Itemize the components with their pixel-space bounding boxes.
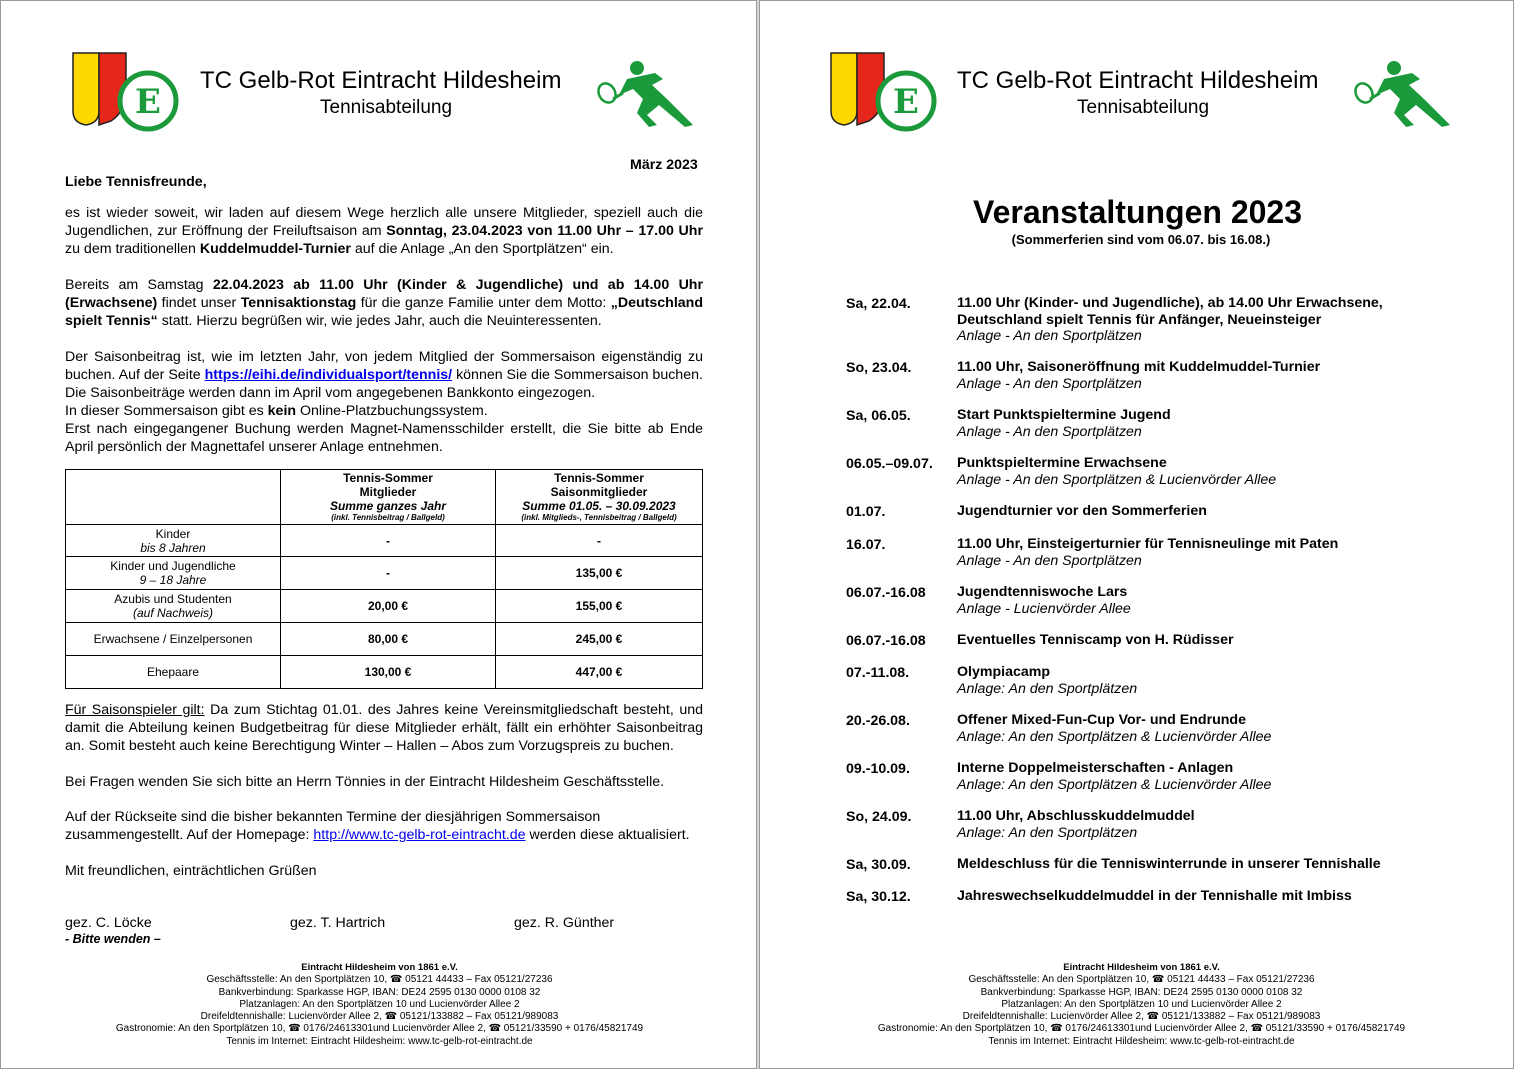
department-name: Tennisabteilung [320, 97, 453, 118]
event-title: Deutschland spielt Tennis für Anfänger, Neueinsteiger [957, 311, 1322, 328]
event-location: Anlage - An den Sportplätzen [957, 375, 1142, 392]
event-item [957, 664, 1137, 697]
event-title: Jugendtenniswoche Lars [957, 584, 1128, 600]
table-row: Kinder bis 8 Jahren - - [66, 525, 703, 557]
event-date: 06.05.–09.07. [846, 456, 933, 472]
event-date: Sa, 30.09. [846, 857, 911, 873]
table-row: Erwachsene / Einzelpersonen 80,00 € 245,00 € [66, 623, 703, 656]
paragraph-saisonspieler: Für Saisonspieler gilt: Da zum Stichtag 01.01. des Jahres keine Vereinsmitgliedschaft besteht, und damit die Abteilung keinen Budgetbeitrag für diese Mitglieder erhält, fällt ein erhöhter Saisonbeitrag an. Somit besteht auch keine Berechtigung Winter – Hallen – Abos zum Vorzugspreis zu buchen. [65, 702, 703, 754]
event-title: Eventuelles Tenniscamp von H. Rüdisser [957, 632, 1234, 648]
event-date: 20.-26.08. [846, 713, 910, 729]
event-title: Punktspieltermine Erwachsene [957, 455, 1167, 471]
signature-1: gez. C. Löcke [65, 915, 152, 931]
event-item [957, 856, 1381, 873]
event-title: 11.00 Uhr (Kinder- und Jugendliche), ab 14.00 Uhr Erwachsene, [957, 295, 1383, 311]
paragraph-homepage: Auf der Rückseite sind die bisher bekannten Termine der diesjährigen Sommersaison zusammengestellt. Auf der Homepage: http://www.tc-gelb-rot-eintracht.de werden diese aktualisiert. [65, 809, 690, 843]
event-item [957, 455, 1276, 488]
event-title: Olympiacamp [957, 664, 1051, 680]
paragraph-questions: Bei Fragen wenden Sie sich bitte an Herrn Tönnies in der Eintracht Hildesheim Geschäftsstelle. [65, 774, 665, 790]
homepage-link[interactable]: http://www.tc-gelb-rot-eintracht.de [313, 827, 526, 843]
event-item [957, 808, 1195, 841]
event-item [957, 632, 1233, 649]
event-location: Anlage: An den Sportplätzen [957, 824, 1138, 841]
table-header-members: Tennis-Sommer Mitglieder Summe ganzes Jahr (inkl. Tennisbeitrag / Ballgeld) [281, 470, 496, 525]
event-title: Jugendturnier vor den Sommerferien [957, 503, 1207, 519]
paragraph-aktionstag: Bereits am Samstag 22.04.2023 ab 11.00 Uhr (Kinder & Jugendliche) und ab 14.00 Uhr (Erwachsene) findet unser Tennisaktionstag für die ganze Familie unter dem Motto: „Deutschland spielt Tennis“ statt. Hierzu begrüßen wir, wie jedes Jahr, auch die Neuinteressenten. [65, 277, 704, 329]
greeting: Liebe Tennisfreunde, [65, 174, 207, 190]
letter-date: März 2023 [630, 157, 698, 173]
event-location: Anlage - An den Sportplätzen [957, 328, 1142, 344]
event-title: 11.00 Uhr, Saisoneröffnung mit Kuddelmuddel-Turnier [957, 359, 1321, 375]
table-header-empty [66, 470, 281, 525]
event-title: Jahreswechselkuddelmuddel in der Tennishalle mit Imbiss [957, 888, 1352, 904]
event-location: Anlage - An den Sportplätzen [957, 552, 1142, 569]
events-page [759, 0, 1514, 1069]
event-date: So, 23.04. [846, 360, 912, 376]
event-item [957, 760, 1271, 793]
event-location: Anlage - Lucienvörder Allee [957, 600, 1131, 617]
event-title: Meldeschluss für die Tenniswinterrunde in unserer Tennishalle [957, 856, 1381, 872]
event-item [957, 503, 1207, 520]
event-date: 16.07. [846, 537, 886, 553]
closing: Mit freundlichen, einträchtlichen Grüßen [65, 863, 317, 879]
table-header-season-members: Tennis-Sommer Saisonmitglieder Summe 01.05. – 30.09.2023 (inkl. Mitglieds-, Tennisbeitrag / Ballgeld) [496, 470, 703, 525]
tennis-player-icon [597, 59, 697, 129]
department-name: Tennisabteilung [1077, 97, 1210, 118]
event-title: Interne Doppelmeisterschaften - Anlagen [957, 760, 1234, 776]
event-item [957, 407, 1171, 440]
event-location: Anlage: An den Sportplätzen & Lucienvörder Allee [957, 776, 1272, 793]
booking-link[interactable]: https://eihi.de/individualsport/tennis/ [204, 367, 453, 383]
table-header-row [66, 470, 703, 525]
event-date: So, 24.09. [846, 809, 912, 825]
event-item [957, 359, 1320, 392]
event-location: Anlage: An den Sportplätzen [957, 680, 1138, 697]
events-subtitle: (Sommerferien sind vom 06.07. bis 16.08.) [1011, 232, 1271, 247]
club-name: TC Gelb-Rot Eintracht Hildesheim [957, 67, 1319, 94]
tennis-player-icon [1354, 59, 1454, 129]
event-item [957, 536, 1338, 569]
price-table [65, 469, 703, 689]
event-item [957, 712, 1271, 745]
event-title: Offener Mixed-Fun-Cup Vor- und Endrunde [957, 712, 1246, 728]
signature-2: gez. T. Hartrich [290, 915, 386, 931]
event-title: 11.00 Uhr, Einsteigerturnier für Tennisneulinge mit Paten [957, 536, 1339, 552]
event-title: 11.00 Uhr, Abschlusskuddelmuddel [957, 808, 1195, 824]
club-shield-logo [829, 51, 939, 135]
event-date: Sa, 06.05. [846, 408, 911, 424]
event-date: 07.-11.08. [846, 665, 910, 681]
event-item [957, 295, 1383, 345]
event-date: Sa, 22.04. [846, 296, 911, 312]
svg-text:E: E [135, 82, 161, 122]
paragraph-saisonbeitrag: Der Saisonbeitrag ist, wie im letzten Jahr, von jedem Mitglied der Sommersaison eigenständig zu buchen. Auf der Seite https://eihi.de/individualsport/tennis/ können Sie die Sommersaison buchen. Die Saisonbeiträge werden dann im April vom angegebenen Bankkonto eingezogen. In dieser Sommersaison gibt es kein Online-Platzbuchungssystem. Erst nach eingegangener Buchung werden Magnet-Namensschilder erstellt, die Sie bitte ab Ende April persönlich der Magnettafel unserer Anlage entnehmen. [65, 349, 703, 455]
table-row: Ehepaare 130,00 € 447,00 € [66, 656, 703, 689]
table-row: Kinder und Jugendliche 9 – 18 Jahre - 135,00 € [66, 557, 703, 590]
event-item [957, 584, 1131, 617]
footer: Eintracht Hildesheim von 1861 e.V. Geschäftsstelle: An den Sportplätzen 10, ☎ 05121 44433 – Fax 05121/27236 Bankverbindung: Sparkasse HGP, IBAN: DE24 2595 0130 0000 0108 32 Platzanlagen: An den Sportplätzen 10 und Lucienvörder Allee 2 Dreifeldtennishalle: Lucienvörder Allee 2, ☎ 05121/133882 – Fax 05121/989083 Gastronomie: An den Sportplätzen 10, ☎ 0176/24613301und Lucienvörder Allee 2, ☎ 05121/33590 + 0176/45821749 Tennis im Internet: Eintracht Hildesheim: www.tc-gelb-rot-eintracht.de [877, 962, 1406, 1047]
event-date: Sa, 30.12. [846, 889, 911, 905]
event-location: Anlage - An den Sportplätzen & Lucienvörder Allee [957, 471, 1277, 488]
event-date: 06.07.-16.08 [846, 585, 926, 601]
paragraph-opening: es ist wieder soweit, wir laden auf diesem Wege herzlich alle unsere Mitglieder, speziell auch die Jugendlichen, zur Eröffnung der Freiluftsaison am Sonntag, 23.04.2023 von 11.00 Uhr – 17.00 Uhr zu dem traditionellen Kuddelmuddel-Turnier auf die Anlage „An den Sportplätzen“ ein. [65, 205, 703, 257]
event-location: Anlage: An den Sportplätzen & Lucienvörder Allee [957, 728, 1272, 745]
signature-3: gez. R. Günther [514, 915, 615, 931]
events-title: Veranstaltungen 2023 [972, 194, 1303, 230]
club-name: TC Gelb-Rot Eintracht Hildesheim [200, 67, 562, 94]
event-item [957, 888, 1352, 905]
svg-text:E: E [893, 82, 919, 122]
please-turn-note: - Bitte wenden – [65, 932, 161, 946]
event-date: 06.07.-16.08 [846, 633, 926, 649]
event-title: Start Punktspieltermine Jugend [957, 407, 1171, 423]
event-date: 01.07. [846, 504, 886, 520]
footer: Eintracht Hildesheim von 1861 e.V. Geschäftsstelle: An den Sportplätzen 10, ☎ 05121 44433 – Fax 05121/27236 Bankverbindung: Sparkasse HGP, IBAN: DE24 2595 0130 0000 0108 32 Platzanlagen: An den Sportplätzen 10 und Lucienvörder Allee 2 Dreifeldtennishalle: Lucienvörder Allee 2, ☎ 05121/133882 – Fax 05121/989083 Gastronomie: An den Sportplätzen 10, ☎ 0176/24613301und Lucienvörder Allee 2, ☎ 05121/33590 + 0176/45821749 Tennis im Internet: Eintracht Hildesheim: www.tc-gelb-rot-eintracht.de [115, 962, 644, 1047]
event-location: Anlage - An den Sportplätzen [957, 423, 1142, 440]
table-row: Azubis und Studenten (auf Nachweis) 20,00 € 155,00 € [66, 590, 703, 623]
event-date: 09.-10.09. [846, 761, 910, 777]
club-shield-logo [71, 51, 181, 135]
